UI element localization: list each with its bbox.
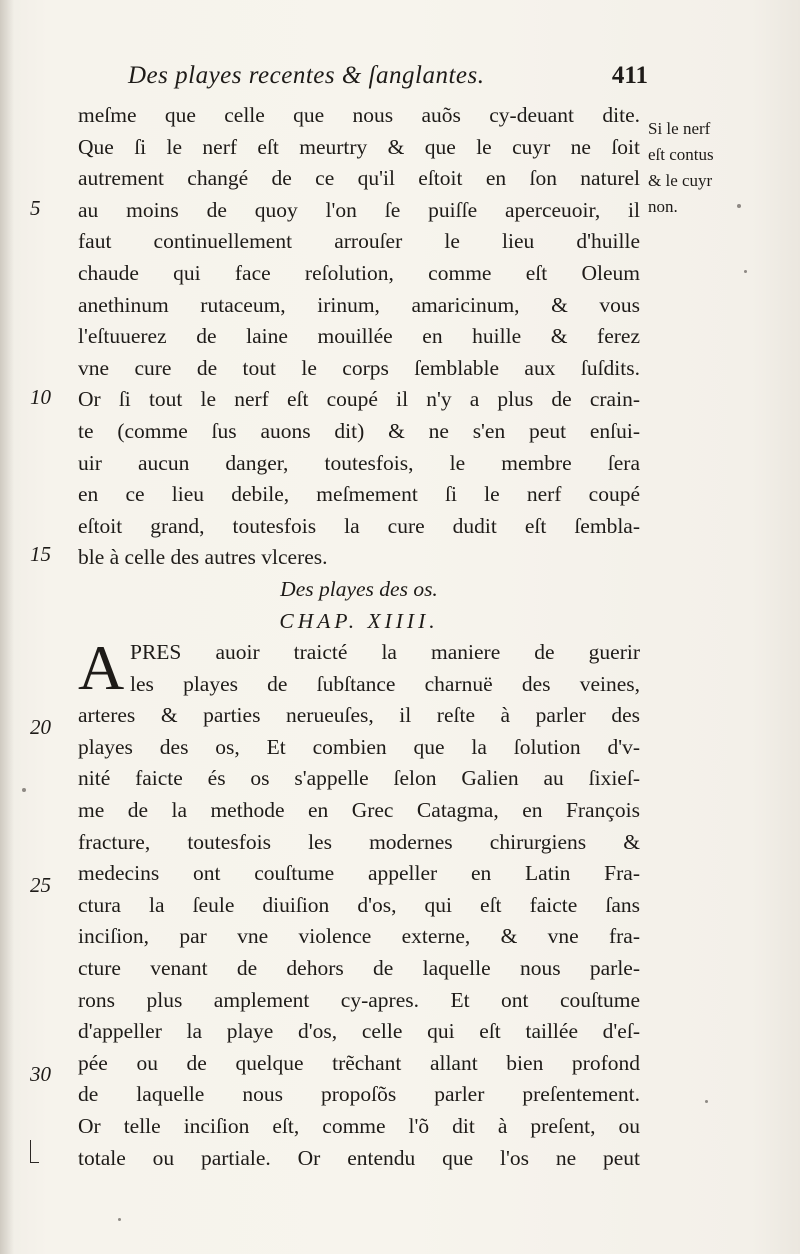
margin-note-line: & le cuyr [648, 171, 713, 190]
margin-bracket-mark [30, 1140, 39, 1163]
ink-speck [744, 270, 747, 273]
drop-cap: A [78, 632, 125, 704]
text-line: me de la methode en Grec Catagma, en François [78, 798, 640, 823]
ink-speck [118, 1218, 121, 1221]
text-line: l'eſtuuerez de laine mouillée en huille & ferez [78, 324, 640, 349]
text-line: ctura la ſeule diuiſion d'os, qui eſt faicte ſans [78, 892, 640, 917]
text-line: PRES auoir traicté la maniere de guerir [130, 640, 640, 665]
text-line: chaude qui face reſolution, comme eſt Oleum [78, 260, 640, 285]
text-line: les playes de ſubſtance charnuë des veines, [130, 671, 640, 696]
line-number: 30 [30, 1062, 51, 1086]
text-line: inciſion, par vne violence externe, & vne fra- [78, 924, 640, 949]
line-number: 20 [30, 715, 51, 739]
margin-note [648, 116, 768, 220]
text-line: nité faicte és os s'appelle ſelon Galien au ſixieſ- [78, 766, 640, 791]
ink-speck [22, 788, 26, 792]
text-line: meſme que celle que nous auõs cy-deuant dite. [78, 103, 640, 127]
text-line: te (comme ſus auons dit) & ne s'en peut enſui- [78, 418, 640, 443]
margin-note-line: Si le nerf [648, 119, 711, 138]
ink-speck [705, 1100, 708, 1103]
section-heading: Des playes des os. [280, 576, 438, 601]
text-line: anethinum rutaceum, irinum, amaricinum, & vous [78, 292, 640, 317]
line-number: 25 [30, 873, 51, 897]
text-line: de laquelle nous propoſõs parler preſentement. [78, 1082, 640, 1107]
text-line: d'appeller la playe d'os, celle qui eſt taillée d'eſ- [78, 1019, 640, 1044]
text-line: au moins de quoy l'on ſe puiſſe aperceuoir, il [78, 197, 640, 222]
text-line: eſtoit grand, toutesfois la cure dudit eſt ſembla- [78, 513, 640, 538]
text-line: ble à celle des autres vlceres. [78, 545, 328, 570]
text-line: Que ſi le nerf eſt meurtry & que le cuyr ne ſoit [78, 134, 640, 159]
text-line: totale ou partiale. Or entendu que l'os ne peut [78, 1145, 640, 1170]
text-line: cture venant de dehors de laquelle nous parle- [78, 956, 640, 981]
page-number: 411 [611, 62, 648, 89]
line-number: 5 [30, 196, 41, 220]
running-head [128, 62, 648, 96]
chapter-opening [78, 632, 640, 704]
margin-note-line: eſt contus [648, 145, 714, 164]
main-text-block [78, 100, 640, 1174]
text-line: faut continuellement arrouſer le lieu d'huille [78, 229, 640, 254]
running-title: Des playes recentes & ſanglantes. [128, 62, 485, 89]
text-line: rons plus amplement cy-apres. Et ont couſtume [78, 987, 640, 1012]
text-line: medecins ont couſtume appeller en Latin Fra- [78, 861, 640, 886]
text-line: pée ou de quelque trẽchant allant bien profond [78, 1050, 640, 1075]
text-line: fracture, toutesfois les modernes chirurgiens & [78, 829, 640, 854]
ink-speck [737, 204, 741, 208]
text-line: Or telle inciſion eſt, comme l'õ dit à preſent, ou [78, 1114, 640, 1138]
text-line: uir aucun danger, toutesfois, le membre ſera [78, 450, 640, 475]
margin-note-line: non. [648, 197, 678, 216]
text-line: arteres & parties nerueuſes, il reſte à parler des [78, 703, 640, 728]
line-number: 10 [30, 385, 51, 409]
text-line: vne cure de tout le corps ſemblable aux ſuſdits. [78, 355, 640, 380]
text-line: en ce lieu debile, meſmement ſi le nerf coupé [78, 482, 640, 507]
text-line: autrement changé de ce qu'il eſtoit en ſon naturel [78, 166, 640, 191]
text-line: Or ſi tout le nerf eſt coupé il n'y a plus de crain- [78, 387, 640, 412]
chapter-heading: CHAP. XIIII. [279, 608, 439, 633]
line-number-column [0, 0, 70, 1254]
text-line: playes des os, Et combien que la ſolution d'v- [78, 734, 640, 759]
line-number: 15 [30, 542, 51, 566]
